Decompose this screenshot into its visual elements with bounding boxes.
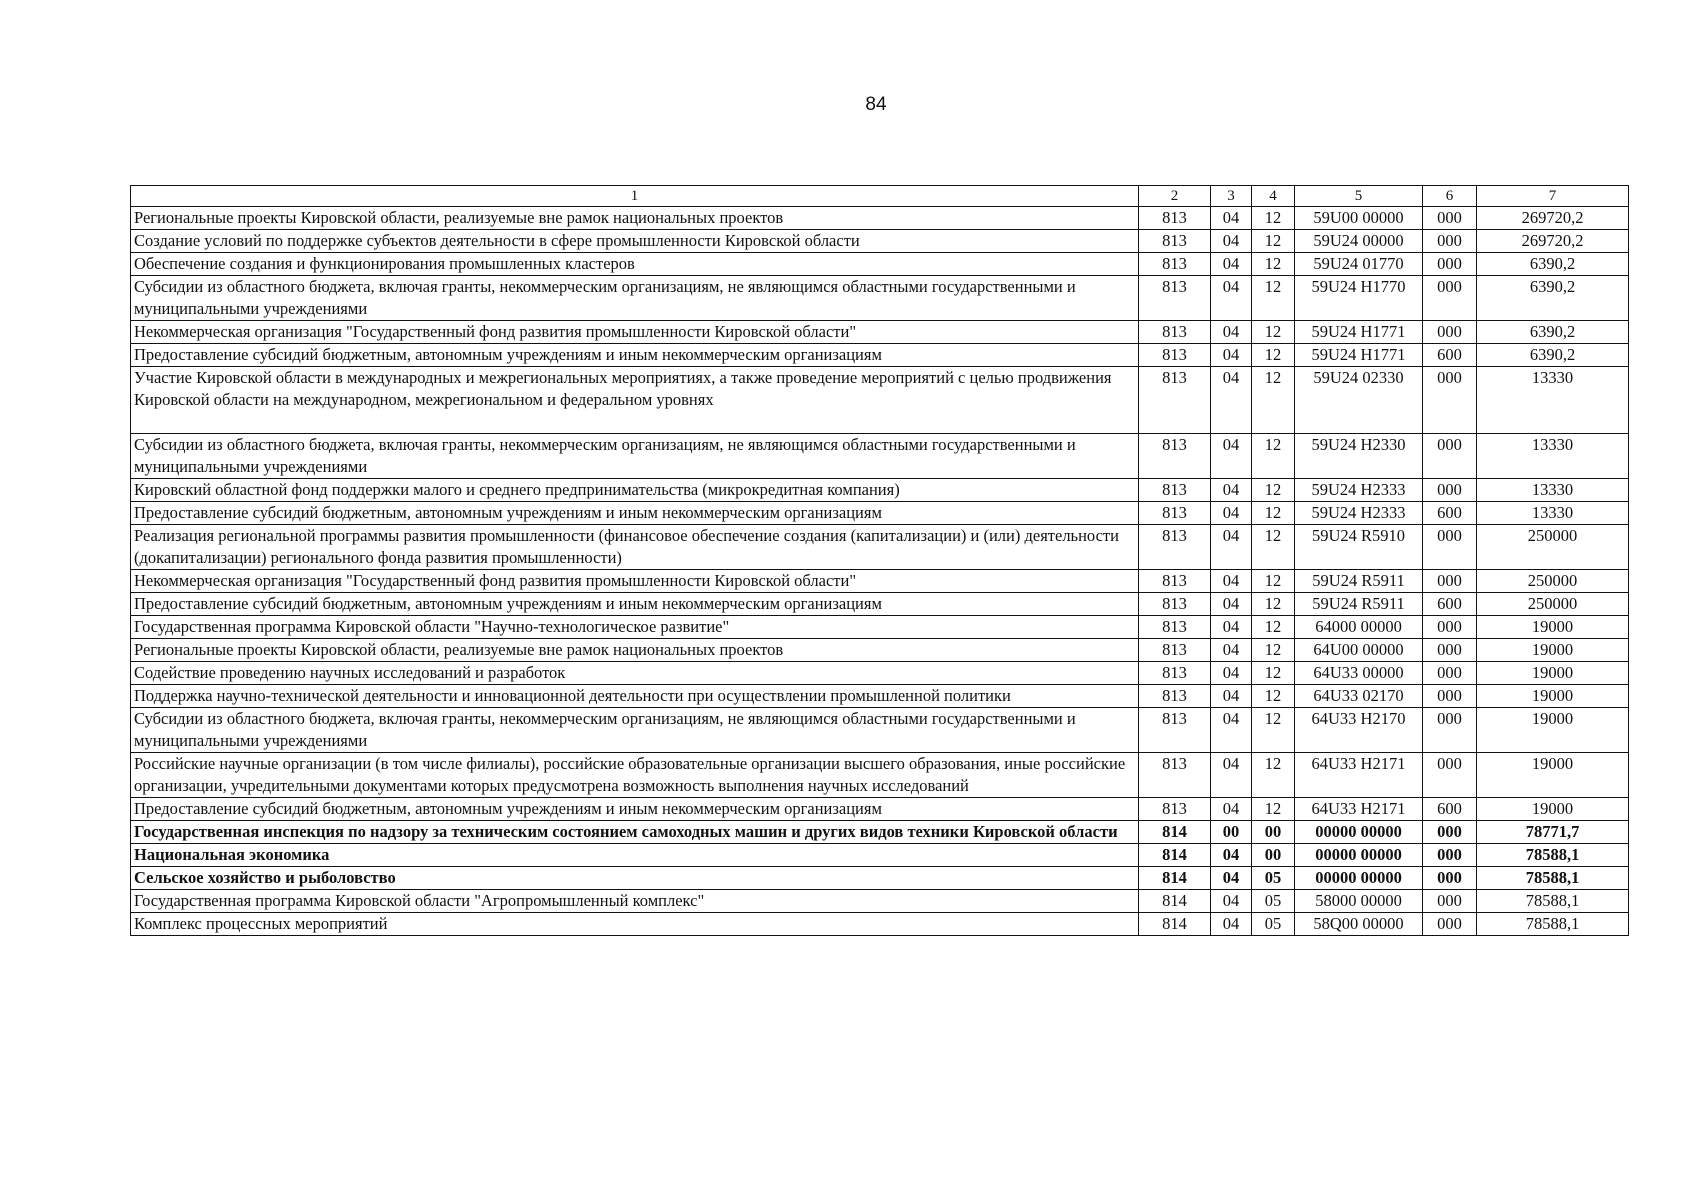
row-admin-code-cell: 813	[1139, 753, 1211, 798]
row-section-cell: 04	[1211, 321, 1252, 344]
row-expense-type-cell: 000	[1423, 367, 1477, 434]
row-admin-code-cell: 814	[1139, 867, 1211, 890]
header-col-3: 3	[1211, 186, 1252, 207]
table-row	[131, 502, 1629, 525]
row-admin-code-cell: 813	[1139, 639, 1211, 662]
row-expense-type-cell: 000	[1423, 662, 1477, 685]
row-subsection-cell: 12	[1252, 639, 1295, 662]
row-section-cell: 04	[1211, 867, 1252, 890]
row-target-article-cell: 00000 00000	[1295, 867, 1423, 890]
row-section-cell: 04	[1211, 662, 1252, 685]
row-expense-type-cell: 000	[1423, 890, 1477, 913]
row-amount-cell: 13330	[1477, 502, 1629, 525]
row-section-cell: 04	[1211, 844, 1252, 867]
row-section-cell: 04	[1211, 890, 1252, 913]
row-amount-cell: 19000	[1477, 639, 1629, 662]
row-subsection-cell: 00	[1252, 844, 1295, 867]
row-subsection-cell: 12	[1252, 525, 1295, 570]
row-admin-code-cell: 814	[1139, 913, 1211, 936]
row-name-cell: Предоставление субсидий бюджетным, автономным учреждениям и иным некоммерческим организациям	[131, 344, 1139, 367]
row-section-cell: 04	[1211, 479, 1252, 502]
table-row	[131, 685, 1629, 708]
row-name-cell: Комплекс процессных мероприятий	[131, 913, 1139, 936]
row-admin-code-cell: 813	[1139, 207, 1211, 230]
row-subsection-cell: 12	[1252, 434, 1295, 479]
row-amount-cell: 269720,2	[1477, 230, 1629, 253]
row-section-cell: 04	[1211, 616, 1252, 639]
row-section-cell: 04	[1211, 207, 1252, 230]
row-name-cell: Создание условий по поддержке субъектов деятельности в сфере промышленности Кировской области	[131, 230, 1139, 253]
row-target-article-cell: 64U33 H2171	[1295, 798, 1423, 821]
row-name-cell: Реализация региональной программы развития промышленности (финансовое обеспечение создания (капитализации) и (или) деятельности (докапитализации) регионального фонда развития промышленности)	[131, 525, 1139, 570]
row-admin-code-cell: 813	[1139, 434, 1211, 479]
row-name-cell: Предоставление субсидий бюджетным, автономным учреждениям и иным некоммерческим организациям	[131, 593, 1139, 616]
row-name-cell: Национальная экономика	[131, 844, 1139, 867]
row-section-cell: 04	[1211, 230, 1252, 253]
table-row	[131, 570, 1629, 593]
row-name-cell: Обеспечение создания и функционирования промышленных кластеров	[131, 253, 1139, 276]
row-admin-code-cell: 813	[1139, 367, 1211, 434]
row-amount-cell: 6390,2	[1477, 344, 1629, 367]
row-amount-cell: 269720,2	[1477, 207, 1629, 230]
table-row	[131, 321, 1629, 344]
row-admin-code-cell: 814	[1139, 844, 1211, 867]
row-admin-code-cell: 813	[1139, 593, 1211, 616]
table-row	[131, 821, 1629, 844]
row-name-cell: Сельское хозяйство и рыболовство	[131, 867, 1139, 890]
row-expense-type-cell: 000	[1423, 867, 1477, 890]
row-amount-cell: 19000	[1477, 616, 1629, 639]
row-amount-cell: 6390,2	[1477, 253, 1629, 276]
table-row	[131, 593, 1629, 616]
row-subsection-cell: 12	[1252, 321, 1295, 344]
row-target-article-cell: 64U33 H2171	[1295, 753, 1423, 798]
table-row	[131, 753, 1629, 798]
row-amount-cell: 250000	[1477, 525, 1629, 570]
row-name-cell: Предоставление субсидий бюджетным, автономным учреждениям и иным некоммерческим организациям	[131, 502, 1139, 525]
page-number: 84	[865, 94, 887, 115]
row-expense-type-cell: 000	[1423, 253, 1477, 276]
row-section-cell: 04	[1211, 253, 1252, 276]
table-row	[131, 253, 1629, 276]
row-amount-cell: 78588,1	[1477, 913, 1629, 936]
table-row	[131, 230, 1629, 253]
row-section-cell: 04	[1211, 685, 1252, 708]
row-name-cell: Субсидии из областного бюджета, включая гранты, некоммерческим организациям, не являющимся областными государственными и муниципальными учреждениями	[131, 276, 1139, 321]
table-row	[131, 890, 1629, 913]
row-target-article-cell: 59U24 H1770	[1295, 276, 1423, 321]
row-amount-cell: 19000	[1477, 753, 1629, 798]
row-subsection-cell: 12	[1252, 367, 1295, 434]
budget-table	[130, 185, 1629, 936]
row-section-cell: 04	[1211, 570, 1252, 593]
row-admin-code-cell: 813	[1139, 230, 1211, 253]
row-name-cell: Государственная программа Кировской области "Научно-технологическое развитие"	[131, 616, 1139, 639]
row-target-article-cell: 64U33 02170	[1295, 685, 1423, 708]
row-amount-cell: 78588,1	[1477, 844, 1629, 867]
row-admin-code-cell: 813	[1139, 570, 1211, 593]
row-subsection-cell: 12	[1252, 479, 1295, 502]
row-section-cell: 04	[1211, 276, 1252, 321]
row-target-article-cell: 64U33 00000	[1295, 662, 1423, 685]
row-target-article-cell: 64000 00000	[1295, 616, 1423, 639]
row-expense-type-cell: 000	[1423, 913, 1477, 936]
row-expense-type-cell: 000	[1423, 708, 1477, 753]
row-expense-type-cell: 000	[1423, 821, 1477, 844]
row-name-cell: Кировский областной фонд поддержки малого и среднего предпринимательства (микрокредитная компания)	[131, 479, 1139, 502]
row-admin-code-cell: 813	[1139, 479, 1211, 502]
table-row	[131, 662, 1629, 685]
table-row	[131, 276, 1629, 321]
row-name-cell: Предоставление субсидий бюджетным, автономным учреждениям и иным некоммерческим организациям	[131, 798, 1139, 821]
header-col-7: 7	[1477, 186, 1629, 207]
row-subsection-cell: 05	[1252, 867, 1295, 890]
row-expense-type-cell: 600	[1423, 502, 1477, 525]
row-subsection-cell: 12	[1252, 753, 1295, 798]
header-col-5: 5	[1295, 186, 1423, 207]
row-expense-type-cell: 000	[1423, 639, 1477, 662]
row-name-cell: Государственная инспекция по надзору за техническим состоянием самоходных машин и других видов техники Кировской области	[131, 821, 1139, 844]
row-amount-cell: 19000	[1477, 798, 1629, 821]
header-row	[131, 186, 1629, 207]
row-subsection-cell: 12	[1252, 253, 1295, 276]
row-expense-type-cell: 000	[1423, 844, 1477, 867]
row-expense-type-cell: 000	[1423, 207, 1477, 230]
table-row	[131, 867, 1629, 890]
table-row	[131, 207, 1629, 230]
row-section-cell: 04	[1211, 434, 1252, 479]
row-target-article-cell: 59U24 R5910	[1295, 525, 1423, 570]
table-row	[131, 525, 1629, 570]
row-subsection-cell: 12	[1252, 662, 1295, 685]
row-target-article-cell: 00000 00000	[1295, 821, 1423, 844]
row-target-article-cell: 59U00 00000	[1295, 207, 1423, 230]
row-section-cell: 04	[1211, 367, 1252, 434]
row-subsection-cell: 12	[1252, 616, 1295, 639]
row-expense-type-cell: 000	[1423, 230, 1477, 253]
row-expense-type-cell: 000	[1423, 753, 1477, 798]
table-row	[131, 344, 1629, 367]
row-section-cell: 04	[1211, 708, 1252, 753]
row-amount-cell: 19000	[1477, 662, 1629, 685]
row-amount-cell: 78588,1	[1477, 890, 1629, 913]
table-row	[131, 434, 1629, 479]
row-admin-code-cell: 813	[1139, 798, 1211, 821]
row-admin-code-cell: 814	[1139, 821, 1211, 844]
table-row	[131, 616, 1629, 639]
row-section-cell: 04	[1211, 344, 1252, 367]
row-target-article-cell: 59U24 H2330	[1295, 434, 1423, 479]
row-expense-type-cell: 600	[1423, 344, 1477, 367]
row-section-cell: 04	[1211, 593, 1252, 616]
row-admin-code-cell: 813	[1139, 525, 1211, 570]
row-section-cell: 04	[1211, 502, 1252, 525]
row-name-cell: Российские научные организации (в том числе филиалы), российские образовательные организации высшего образования, иные российские организации, учредительными документами которых предусмотрена возможность выполнения научных исследований	[131, 753, 1139, 798]
row-expense-type-cell: 000	[1423, 685, 1477, 708]
row-amount-cell: 6390,2	[1477, 321, 1629, 344]
row-expense-type-cell: 600	[1423, 798, 1477, 821]
header-col-4: 4	[1252, 186, 1295, 207]
row-target-article-cell: 59U24 H2333	[1295, 502, 1423, 525]
row-amount-cell: 19000	[1477, 685, 1629, 708]
header-col-6: 6	[1423, 186, 1477, 207]
row-subsection-cell: 12	[1252, 276, 1295, 321]
table-row	[131, 639, 1629, 662]
row-admin-code-cell: 813	[1139, 708, 1211, 753]
row-target-article-cell: 58000 00000	[1295, 890, 1423, 913]
row-target-article-cell: 59U24 R5911	[1295, 570, 1423, 593]
table-row	[131, 798, 1629, 821]
row-name-cell: Некоммерческая организация "Государственный фонд развития промышленности Кировской области"	[131, 321, 1139, 344]
row-amount-cell: 13330	[1477, 479, 1629, 502]
row-subsection-cell: 05	[1252, 890, 1295, 913]
row-admin-code-cell: 813	[1139, 276, 1211, 321]
row-admin-code-cell: 813	[1139, 502, 1211, 525]
row-admin-code-cell: 813	[1139, 344, 1211, 367]
row-name-cell: Поддержка научно-технической деятельности и инновационной деятельности при осуществлении промышленной политики	[131, 685, 1139, 708]
row-name-cell: Некоммерческая организация "Государственный фонд развития промышленности Кировской области"	[131, 570, 1139, 593]
row-subsection-cell: 12	[1252, 708, 1295, 753]
row-expense-type-cell: 000	[1423, 434, 1477, 479]
row-subsection-cell: 12	[1252, 207, 1295, 230]
row-expense-type-cell: 000	[1423, 525, 1477, 570]
row-admin-code-cell: 813	[1139, 662, 1211, 685]
row-subsection-cell: 12	[1252, 230, 1295, 253]
table-row	[131, 913, 1629, 936]
row-name-cell: Региональные проекты Кировской области, реализуемые вне рамок национальных проектов	[131, 639, 1139, 662]
row-section-cell: 04	[1211, 753, 1252, 798]
row-target-article-cell: 64U33 H2170	[1295, 708, 1423, 753]
row-section-cell: 04	[1211, 913, 1252, 936]
row-name-cell: Субсидии из областного бюджета, включая гранты, некоммерческим организациям, не являющимся областными государственными и муниципальными учреждениями	[131, 708, 1139, 753]
row-name-cell: Субсидии из областного бюджета, включая гранты, некоммерческим организациям, не являющимся областными государственными и муниципальными учреждениями	[131, 434, 1139, 479]
row-target-article-cell: 59U24 02330	[1295, 367, 1423, 434]
table-row	[131, 367, 1629, 434]
row-admin-code-cell: 813	[1139, 616, 1211, 639]
table-row	[131, 844, 1629, 867]
row-expense-type-cell: 000	[1423, 276, 1477, 321]
table-row	[131, 708, 1629, 753]
row-admin-code-cell: 813	[1139, 253, 1211, 276]
row-expense-type-cell: 000	[1423, 570, 1477, 593]
row-target-article-cell: 58Q00 00000	[1295, 913, 1423, 936]
row-admin-code-cell: 814	[1139, 890, 1211, 913]
table-row	[131, 479, 1629, 502]
row-expense-type-cell: 600	[1423, 593, 1477, 616]
row-subsection-cell: 12	[1252, 502, 1295, 525]
row-admin-code-cell: 813	[1139, 321, 1211, 344]
row-amount-cell: 250000	[1477, 593, 1629, 616]
row-subsection-cell: 12	[1252, 798, 1295, 821]
row-section-cell: 04	[1211, 525, 1252, 570]
row-amount-cell: 250000	[1477, 570, 1629, 593]
row-section-cell: 04	[1211, 639, 1252, 662]
row-target-article-cell: 59U24 R5911	[1295, 593, 1423, 616]
row-subsection-cell: 05	[1252, 913, 1295, 936]
row-subsection-cell: 12	[1252, 593, 1295, 616]
row-target-article-cell: 59U24 01770	[1295, 253, 1423, 276]
row-section-cell: 04	[1211, 798, 1252, 821]
row-target-article-cell: 59U24 00000	[1295, 230, 1423, 253]
row-expense-type-cell: 000	[1423, 321, 1477, 344]
row-name-cell: Участие Кировской области в международных и межрегиональных мероприятиях, а также проведение мероприятий с целью продвижения Кировской области на международном, межрегиональном и федеральном уровнях	[131, 367, 1139, 434]
row-target-article-cell: 00000 00000	[1295, 844, 1423, 867]
row-subsection-cell: 00	[1252, 821, 1295, 844]
row-amount-cell: 6390,2	[1477, 276, 1629, 321]
header-col-1: 1	[131, 186, 1139, 207]
row-amount-cell: 13330	[1477, 367, 1629, 434]
row-name-cell: Государственная программа Кировской области "Агропромышленный комплекс"	[131, 890, 1139, 913]
row-target-article-cell: 64U00 00000	[1295, 639, 1423, 662]
row-amount-cell: 13330	[1477, 434, 1629, 479]
row-target-article-cell: 59U24 H2333	[1295, 479, 1423, 502]
table-body	[131, 207, 1629, 936]
row-subsection-cell: 12	[1252, 570, 1295, 593]
row-amount-cell: 19000	[1477, 708, 1629, 753]
row-target-article-cell: 59U24 H1771	[1295, 344, 1423, 367]
row-expense-type-cell: 000	[1423, 479, 1477, 502]
row-subsection-cell: 12	[1252, 344, 1295, 367]
row-expense-type-cell: 000	[1423, 616, 1477, 639]
header-col-2: 2	[1139, 186, 1211, 207]
row-admin-code-cell: 813	[1139, 685, 1211, 708]
row-amount-cell: 78771,7	[1477, 821, 1629, 844]
row-target-article-cell: 59U24 H1771	[1295, 321, 1423, 344]
row-name-cell: Региональные проекты Кировской области, реализуемые вне рамок национальных проектов	[131, 207, 1139, 230]
row-name-cell: Содействие проведению научных исследований и разработок	[131, 662, 1139, 685]
row-amount-cell: 78588,1	[1477, 867, 1629, 890]
row-section-cell: 00	[1211, 821, 1252, 844]
row-subsection-cell: 12	[1252, 685, 1295, 708]
